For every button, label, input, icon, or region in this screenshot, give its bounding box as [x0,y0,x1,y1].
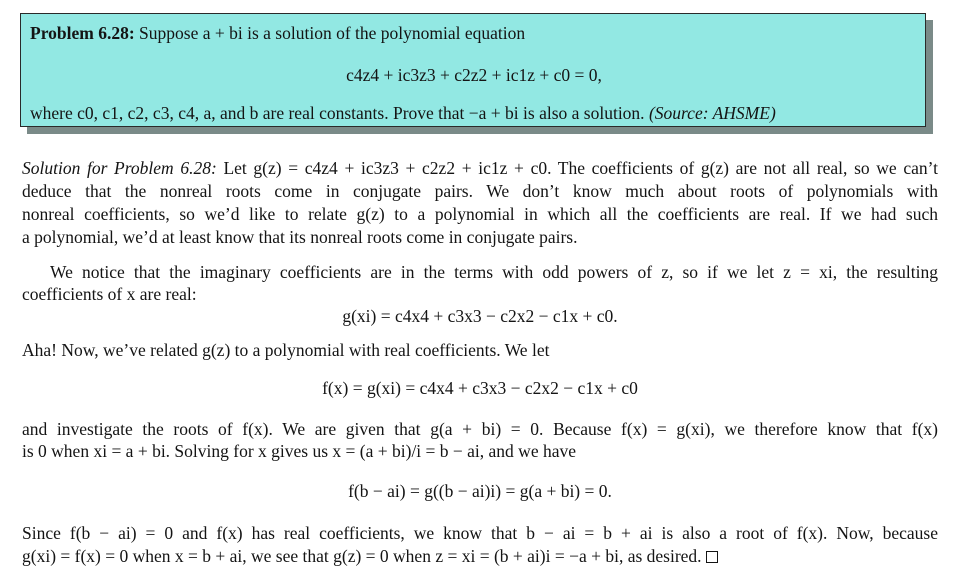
solution-label: Solution for Problem 6.28: [22,158,217,178]
paragraph-5-line-2 [22,545,718,567]
problem-label: Problem 6.28: [30,23,135,43]
paragraph-2-line-2: coefficients of x are real: [22,284,197,304]
problem-line-3 [30,102,776,124]
problem-line-1 [30,22,525,44]
equation-f-b-ai: f(b − ai) = g((b − ai)i) = g(a + bi) = 0. [348,481,612,501]
equation-f-x: f(x) = g(xi) = c4x4 + c3x3 − c2x2 − c1x + c0 [322,378,638,398]
solution-line-2: deduce that the nonreal roots come in conjugate pairs. We don’t know much about roots of polynomials with [22,181,938,201]
qed-square-icon [706,551,718,563]
problem-equation: c4z4 + ic3z3 + c2z2 + ic1z + c0 = 0, [346,65,602,85]
solution-line-4: a polynomial, we’d at least know that its nonreal roots come in conjugate pairs. [22,227,578,247]
paragraph-5-text: g(xi) = f(x) = 0 when x = b + ai, we see that g(z) = 0 when z = xi = (b + ai)i = −a + bi, as desired. [22,546,702,566]
paragraph-3: Aha! Now, we’ve related g(z) to a polynomial with real coefficients. We let [22,340,550,360]
problem-box [20,13,926,127]
problem-statement: Suppose a + bi is a solution of the polynomial equation [139,23,526,43]
solution-line-3: nonreal coefficients, so we’d like to relate g(z) to a polynomial in which all the coefficients are real. If we had such [22,204,938,224]
equation-g-xi: g(xi) = c4x4 + c3x3 − c2x2 − c1x + c0. [342,306,618,326]
solution-text-1: Let g(z) = c4z4 + ic3z3 + c2z2 + ic1z + c0. The coefficients of g(z) are not all real, so we can’t [223,158,939,178]
paragraph-2-line-1: We notice that the imaginary coefficients are in the terms with odd powers of z, so if we let z = xi, the resulting [50,262,938,282]
paragraph-5-line-1: Since f(b − ai) = 0 and f(x) has real coefficients, we know that b − ai = b + ai is also a root of f(x). Now, because [22,523,938,543]
problem-conditions: where c0, c1, c2, c3, c4, a, and b are real constants. Prove that −a + bi is also a solution. [30,103,645,123]
paragraph-4-line-1: and investigate the roots of f(x). We are given that g(a + bi) = 0. Because f(x) = g(xi), we therefore know that f(x) [22,419,938,439]
problem-source: (Source: AHSME) [648,103,776,123]
paragraph-4-line-2: is 0 when xi = a + bi. Solving for x gives us x = (a + bi)/i = b − ai, and we have [22,441,576,461]
solution-line-1 [22,157,938,179]
